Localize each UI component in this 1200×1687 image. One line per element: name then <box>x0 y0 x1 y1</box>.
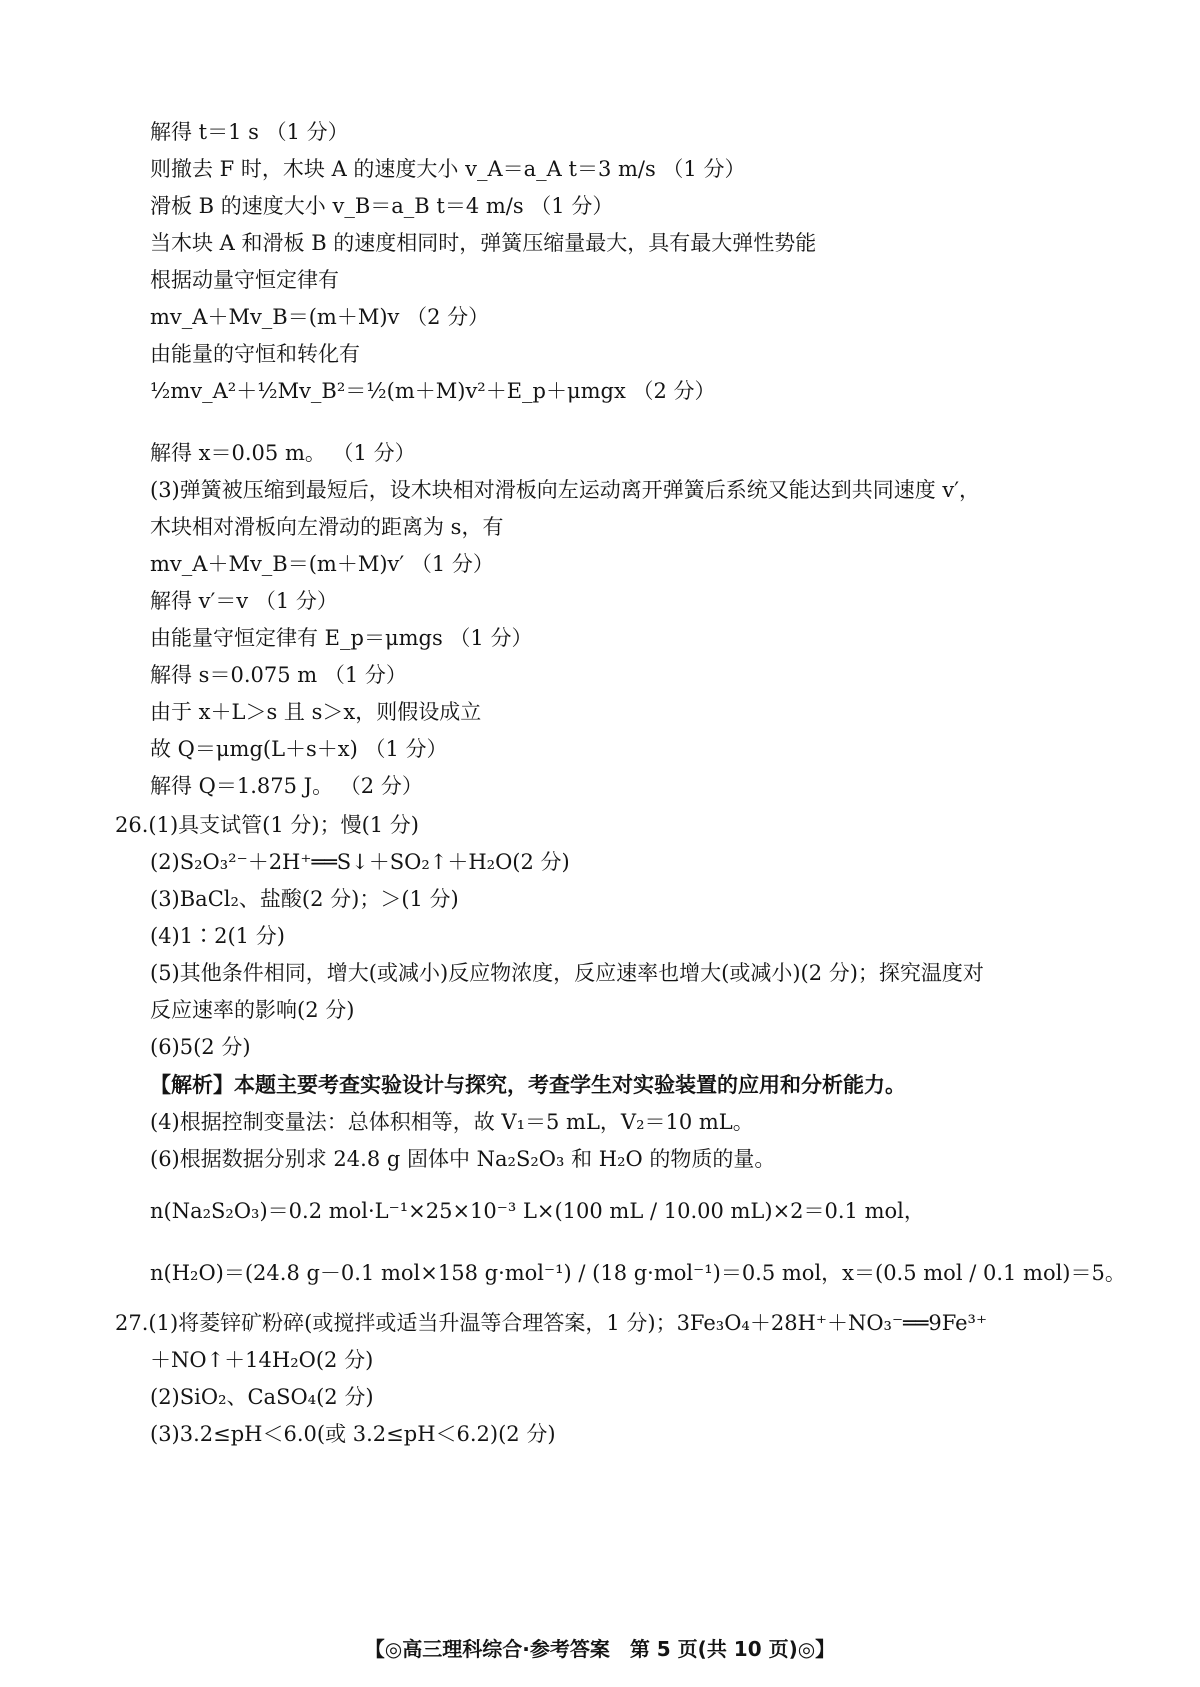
text-line: ＋NO↑＋14H₂O(2 分) <box>150 1348 374 1372</box>
text-line: mv_A＋Mv_B＝(m＋M)v （2 分） <box>150 305 490 329</box>
text-line: (2)S₂O₃²⁻＋2H⁺══S↓＋SO₂↑＋H₂O(2 分) <box>150 850 570 874</box>
text-line: 解得 x＝0.05 m。 （1 分） <box>150 441 416 465</box>
text-line: 解得 s＝0.075 m （1 分） <box>150 663 407 687</box>
text-line: (3)弹簧被压缩到最短后，设木块相对滑板向左运动离开弹簧后系统又能达到共同速度 v′， <box>150 478 981 502</box>
question-26-line: 26.(1)具支试管(1 分)；慢(1 分) <box>115 813 419 837</box>
text-line: 由能量的守恒和转化有 <box>150 342 360 366</box>
text-line: (5)其他条件相同，增大(或减小)反应物浓度，反应速率也增大(或减小)(2 分)；探究温度对 <box>150 961 984 985</box>
text-line: 滑板 B 的速度大小 v_B＝a_B t＝4 m/s （1 分） <box>150 194 614 218</box>
formula-line: n(H₂O)＝(24.8 g－0.1 mol×158 g·mol⁻¹) / (18 g·mol⁻¹)＝0.5 mol，x＝(0.5 mol / 0.1 mol)＝5。 <box>150 1261 1126 1285</box>
text-line: ½mv_A²＋½Mv_B²＝½(m＋M)v²＋E_p＋μmgx （2 分） <box>150 379 716 403</box>
text-line: 解得 t＝1 s （1 分） <box>150 120 349 144</box>
text-line: 由能量守恒定律有 E_p＝μmgs （1 分） <box>150 626 533 650</box>
text-line: 则撤去 F 时，木块 A 的速度大小 v_A＝a_A t＝3 m/s （1 分） <box>150 157 746 181</box>
text-line: 解得 Q＝1.875 J。 （2 分） <box>150 774 423 798</box>
text-line: 解得 v′＝v （1 分） <box>150 589 338 613</box>
text-line: 反应速率的影响(2 分) <box>150 998 355 1022</box>
text-line: 当木块 A 和滑板 B 的速度相同时，弹簧压缩量最大，具有最大弹性势能 <box>150 231 817 255</box>
analysis-heading: 【解析】本题主要考查实验设计与探究，考查学生对实验装置的应用和分析能力。 <box>150 1072 906 1097</box>
text-line: (3)BaCl₂、盐酸(2 分)；＞(1 分) <box>150 887 459 911</box>
question-27-line: 27.(1)将菱锌矿粉碎(或搅拌或适当升温等合理答案，1 分)；3Fe₃O₄＋28H⁺＋NO₃⁻══9Fe³⁺ <box>115 1311 988 1335</box>
text-line: (6)5(2 分) <box>150 1035 251 1059</box>
text-line: (3)3.2≤pH＜6.0(或 3.2≤pH＜6.2)(2 分) <box>150 1422 556 1446</box>
text-line: 根据动量守恒定律有 <box>150 268 339 292</box>
text-line: (2)SiO₂、CaSO₄(2 分) <box>150 1385 374 1409</box>
text-line: (6)根据数据分别求 24.8 g 固体中 Na₂S₂O₃ 和 H₂O 的物质的量。 <box>150 1147 776 1171</box>
page-footer <box>0 1633 1200 1662</box>
text-line: (4)根据控制变量法：总体积相等，故 V₁＝5 mL，V₂＝10 mL。 <box>150 1110 754 1134</box>
text-line: 故 Q＝μmg(L＋s＋x) （1 分） <box>150 737 448 761</box>
text-line: 木块相对滑板向左滑动的距离为 s，有 <box>150 515 504 539</box>
footer-text: 【◎高三理科综合·参考答案 第 5 页(共 10 页)◎】 <box>364 1637 836 1661</box>
text-line: (4)1∶2(1 分) <box>150 924 285 948</box>
text-line: mv_A＋Mv_B＝(m＋M)v′ （1 分） <box>150 552 494 576</box>
formula-line: n(Na₂S₂O₃)＝0.2 mol·L⁻¹×25×10⁻³ L×(100 mL / 10.00 mL)×2＝0.1 mol， <box>150 1199 925 1223</box>
text-line: 由于 x＋L＞s 且 s＞x，则假设成立 <box>150 700 482 724</box>
